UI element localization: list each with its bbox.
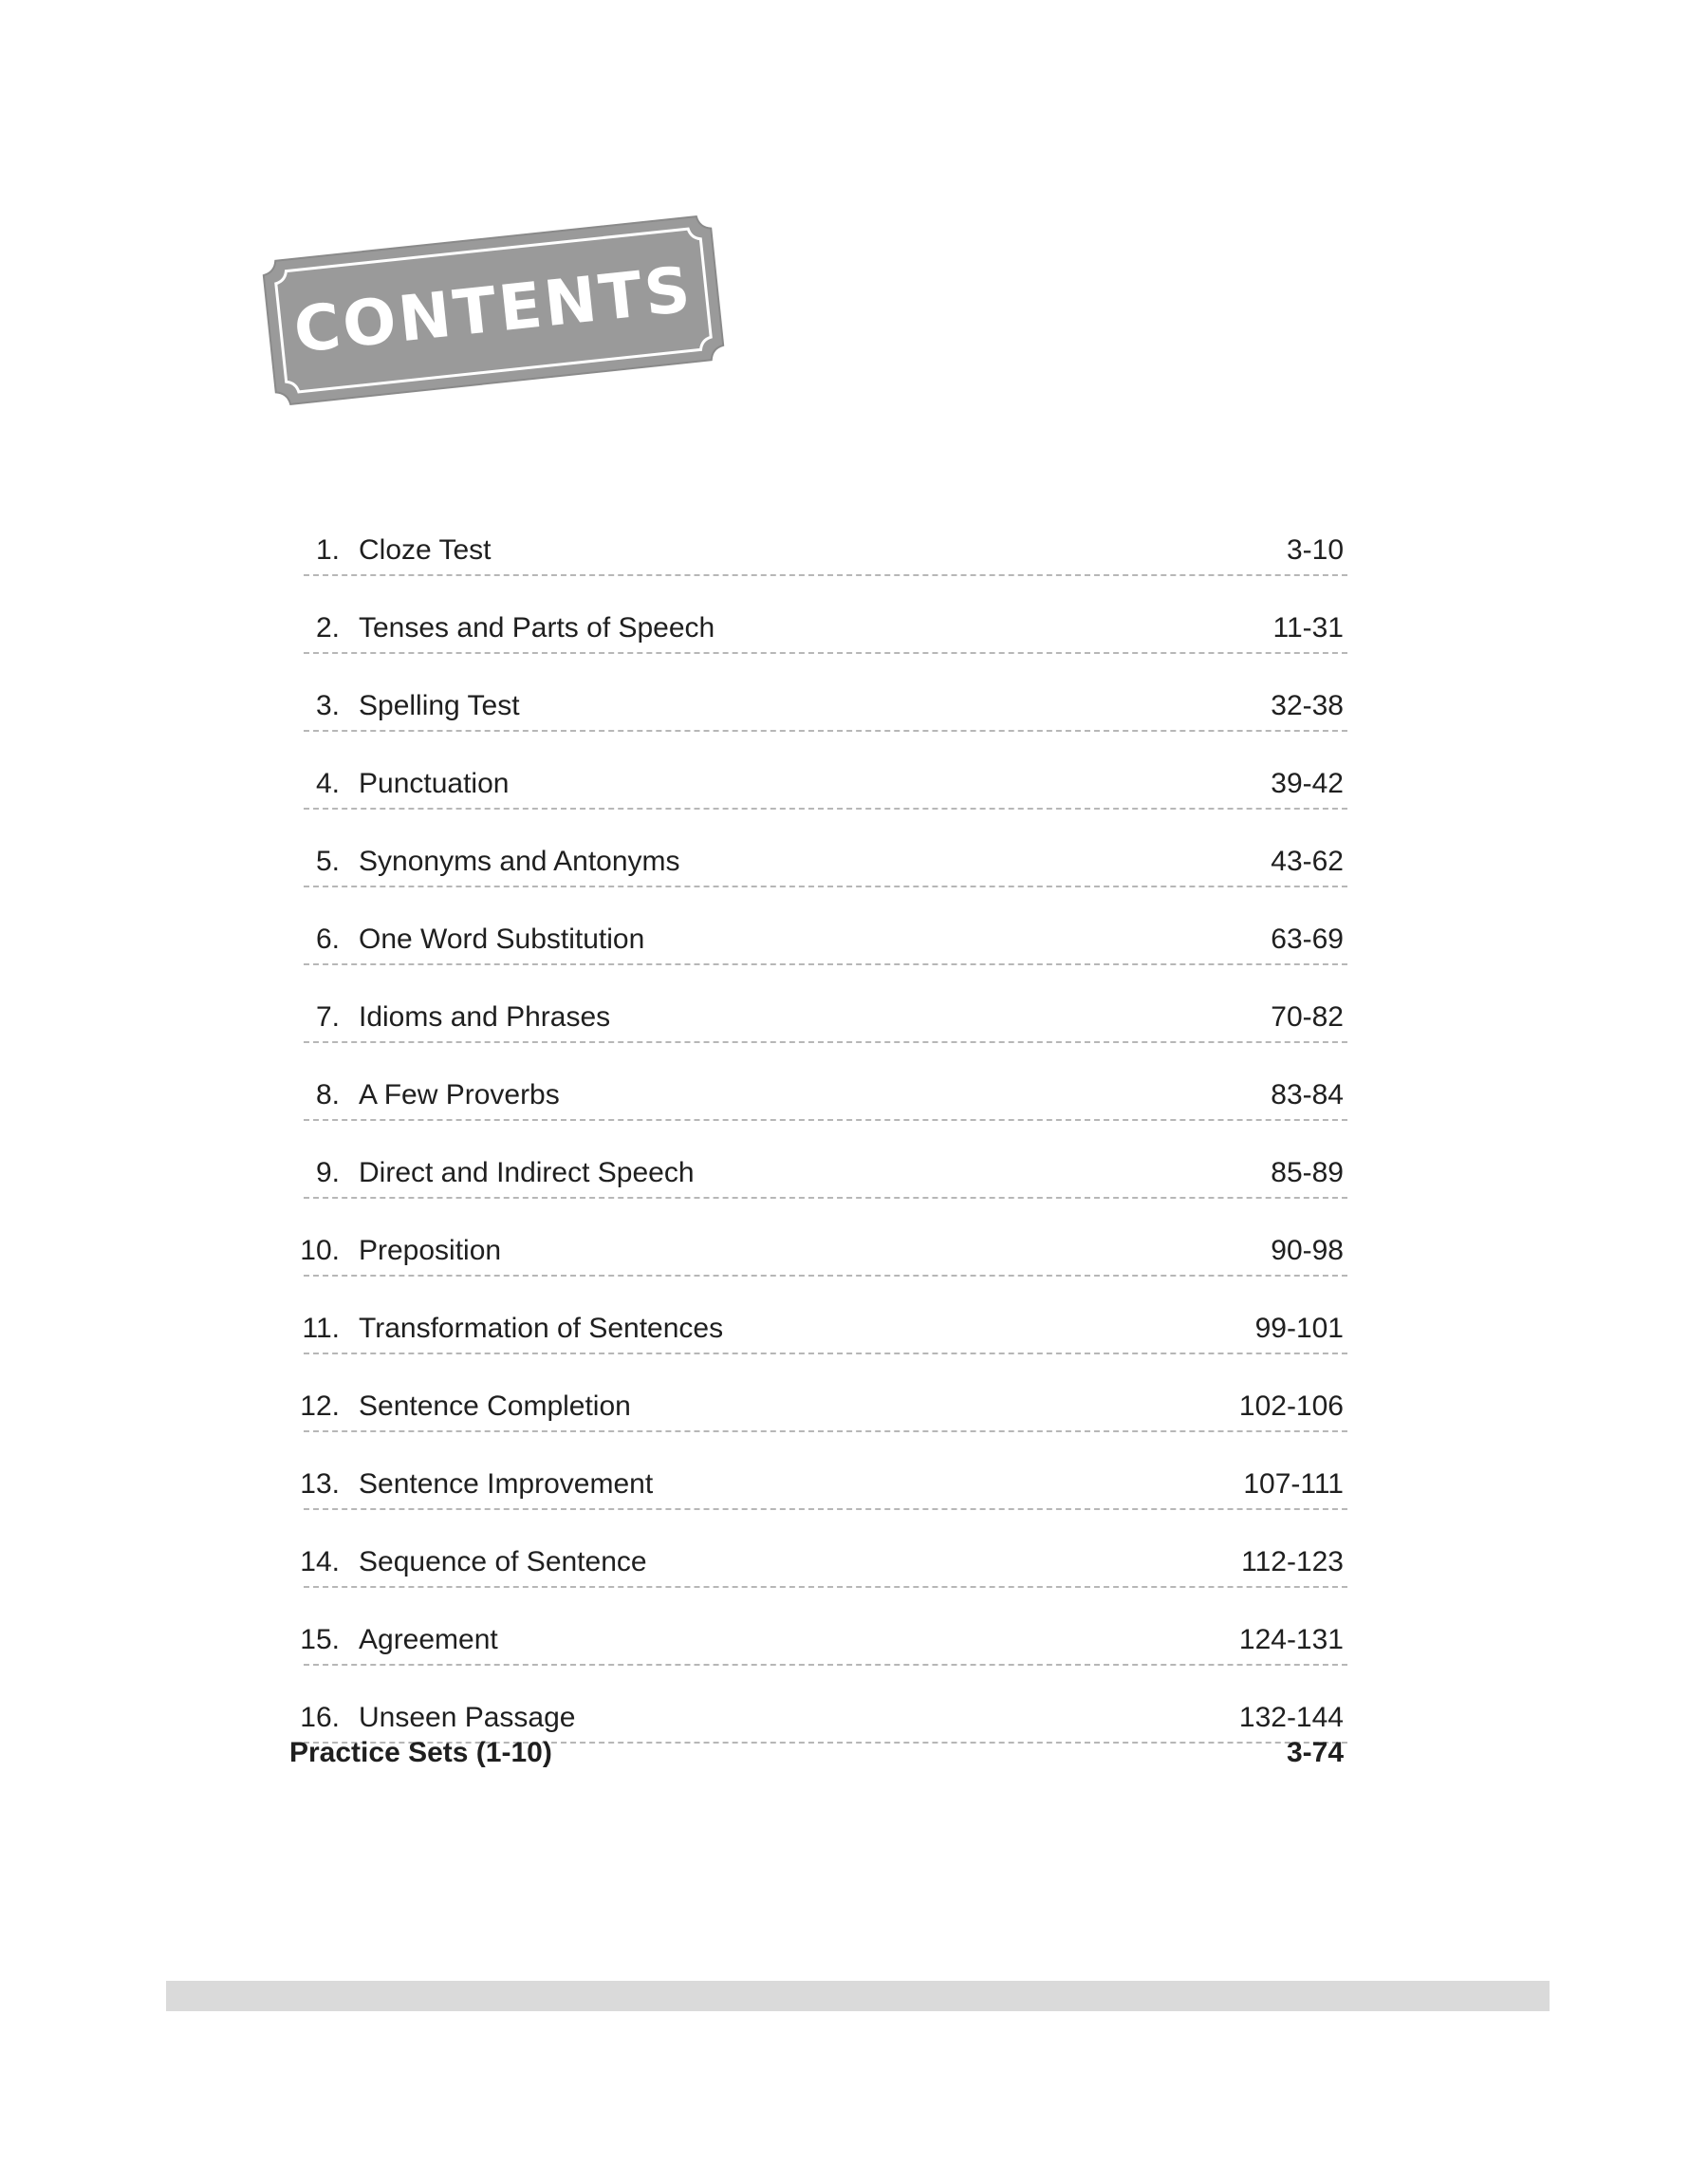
toc-row: [304, 810, 1347, 887]
toc-page-range: 107-111: [1243, 1468, 1344, 1500]
toc-list: [300, 498, 1347, 1744]
toc-title: Sentence Completion: [359, 1390, 631, 1422]
toc-title: A Few Proverbs: [359, 1079, 560, 1110]
toc-row: [304, 576, 1347, 654]
toc-number: 12.: [300, 1390, 340, 1422]
toc-number: 9.: [315, 1157, 340, 1188]
toc-number: 14.: [300, 1546, 340, 1577]
toc-row: [304, 498, 1347, 576]
toc-title: Transformation of Sentences: [359, 1313, 724, 1344]
practice-sets-title: Practice Sets (1-10): [289, 1737, 552, 1768]
toc-title: Synonyms and Antonyms: [359, 846, 680, 877]
toc-title: Sequence of Sentence: [359, 1546, 647, 1577]
toc-page-range: 70-82: [1271, 1001, 1344, 1033]
toc-row: [304, 887, 1347, 965]
toc-page-range: 90-98: [1271, 1235, 1344, 1266]
toc-row: [304, 1121, 1347, 1199]
toc-page-range: 112-123: [1241, 1546, 1344, 1577]
practice-sets-row: [289, 1737, 1347, 1775]
toc-row: [304, 1043, 1347, 1121]
toc-page-range: 132-144: [1238, 1702, 1344, 1733]
toc-row: [300, 1199, 1347, 1277]
toc-number: 3.: [315, 690, 340, 721]
toc-page-range: 99-101: [1254, 1313, 1344, 1344]
toc-number: 8.: [315, 1079, 340, 1110]
toc-row: [300, 1588, 1347, 1666]
toc-page-range: 3-10: [1286, 534, 1344, 566]
toc-number: 6.: [315, 924, 340, 955]
toc-title: Unseen Passage: [359, 1702, 576, 1733]
toc-row: [304, 732, 1347, 810]
toc-title: Direct and Indirect Speech: [359, 1157, 695, 1188]
footer-bar: [166, 1981, 1550, 2011]
toc-page-range: 32-38: [1271, 690, 1344, 721]
toc-row: [304, 965, 1347, 1043]
practice-sets-pages: 3-74: [1286, 1737, 1344, 1768]
toc-number: 11.: [302, 1313, 340, 1344]
toc-title: Tenses and Parts of Speech: [359, 612, 715, 644]
toc-page-range: 11-31: [1272, 612, 1344, 644]
toc-number: 4.: [315, 768, 340, 799]
toc-title: Sentence Improvement: [359, 1468, 654, 1500]
toc-title: Preposition: [359, 1235, 502, 1266]
toc-title: Punctuation: [359, 768, 510, 799]
toc-row: [300, 1666, 1347, 1744]
banner-graphic: [242, 214, 745, 408]
toc-page-range: 83-84: [1271, 1079, 1344, 1110]
toc-page-range: 39-42: [1271, 768, 1344, 799]
banner-heading: CONTENTS: [290, 252, 696, 367]
toc-row: [300, 1432, 1347, 1510]
toc-title: Cloze Test: [359, 534, 492, 566]
toc-number: 10.: [300, 1235, 340, 1266]
toc-row: [304, 654, 1347, 732]
toc-page-range: 85-89: [1271, 1157, 1344, 1188]
toc-number: 16.: [300, 1702, 340, 1733]
toc-number: 15.: [300, 1624, 340, 1655]
toc-number: 5.: [315, 846, 340, 877]
toc-number: 2.: [315, 612, 340, 644]
toc-row: [304, 1277, 1347, 1354]
toc-page-range: 63-69: [1271, 924, 1344, 955]
contents-banner: [242, 214, 745, 408]
toc-row: [300, 1354, 1347, 1432]
toc-title: Idioms and Phrases: [359, 1001, 611, 1033]
toc-title: Spelling Test: [359, 690, 520, 721]
toc-row: [300, 1510, 1347, 1588]
toc-number: 13.: [300, 1468, 340, 1500]
toc-page-range: 124-131: [1238, 1624, 1344, 1655]
toc-page-range: 43-62: [1271, 846, 1344, 877]
toc-number: 7.: [315, 1001, 340, 1033]
toc-page-range: 102-106: [1238, 1390, 1344, 1422]
toc-title: One Word Substitution: [359, 924, 645, 955]
toc-number: 1.: [315, 534, 340, 566]
toc-title: Agreement: [359, 1624, 498, 1655]
